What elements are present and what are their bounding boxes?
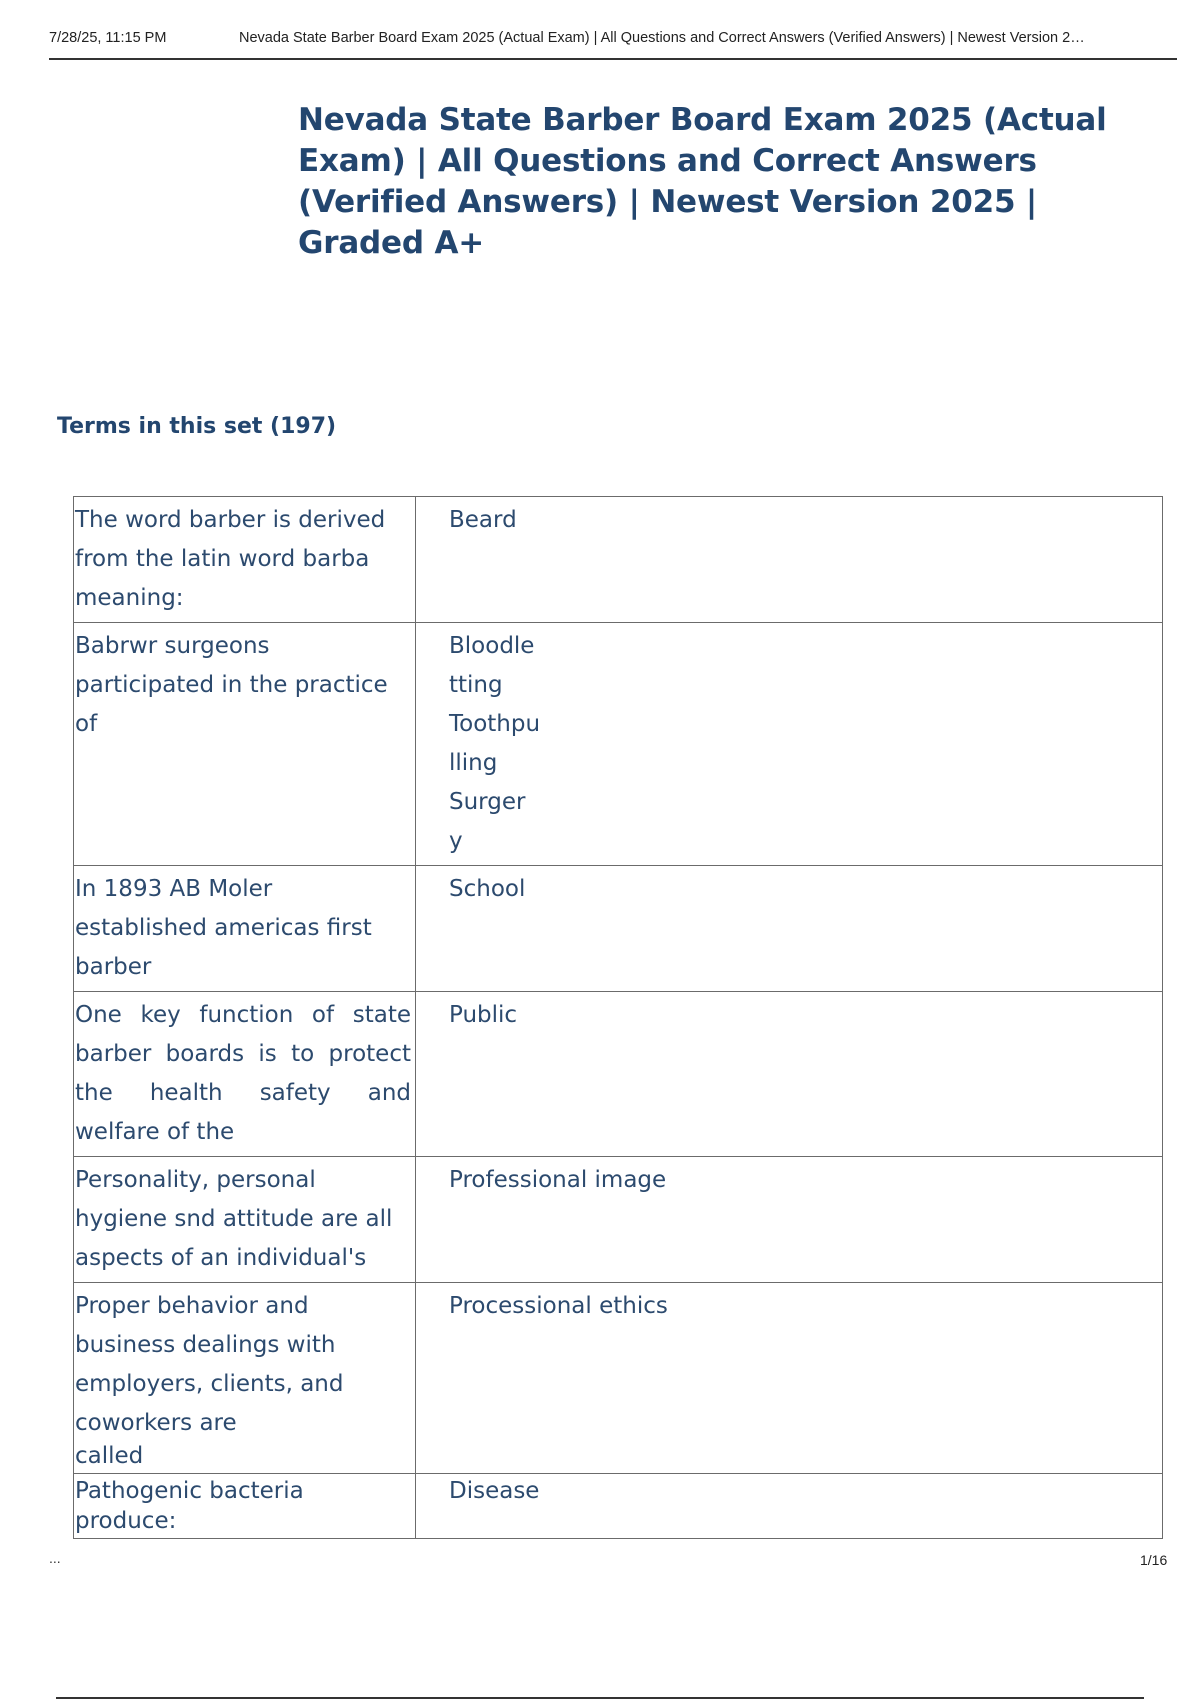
definition-line: lling xyxy=(449,750,498,776)
term-line: called xyxy=(75,1443,144,1469)
term-cell: Pathogenic bacteria produce: xyxy=(74,1474,416,1539)
definition-cell: Beard xyxy=(416,497,1163,623)
term-cell xyxy=(74,1283,416,1474)
footer-ellipsis: ... xyxy=(49,1550,61,1566)
definition-cell xyxy=(416,623,1163,866)
page-title: Nevada State Barber Board Exam 2025 (Actual Exam) | All Questions and Correct Answers (Verified Answers) | Newest Version 2025 | Graded A+ xyxy=(298,102,1107,261)
print-date: 7/28/25, 11:15 PM xyxy=(49,30,167,46)
definition-cell: Professional image xyxy=(416,1157,1163,1283)
terms-table xyxy=(73,496,1163,1539)
definition-cell: School xyxy=(416,866,1163,992)
print-header xyxy=(49,28,1177,60)
table-row xyxy=(74,1474,1163,1539)
table-row xyxy=(74,992,1163,1157)
term-line: coworkers are xyxy=(75,1410,237,1436)
term-cell: In 1893 AB Moler established americas first barber xyxy=(74,866,416,992)
page-number: 1/16 xyxy=(1140,1552,1168,1568)
definition-cell: Disease xyxy=(416,1474,1163,1539)
table-row xyxy=(74,1283,1163,1474)
print-doc-title: Nevada State Barber Board Exam 2025 (Actual Exam) | All Questions and Correct Answers (Verified Answers) | Newest Version 2… xyxy=(239,30,1085,46)
term-line: Proper behavior and xyxy=(75,1293,309,1319)
terms-heading: Terms in this set (197) xyxy=(57,414,337,439)
term-line: business dealings with xyxy=(75,1332,336,1358)
term-line: employers, clients, and xyxy=(75,1371,344,1397)
table-row xyxy=(74,866,1163,992)
definition-line: Bloodle xyxy=(449,633,535,659)
definition-cell: Processional ethics xyxy=(416,1283,1163,1474)
definition-line: Toothpu xyxy=(449,711,541,737)
table-row xyxy=(74,623,1163,866)
bottom-divider xyxy=(56,1697,1144,1699)
table-row xyxy=(74,1157,1163,1283)
definition-line: Surger xyxy=(449,789,526,815)
table-row xyxy=(74,497,1163,623)
definition-line: tting xyxy=(449,672,503,698)
definition-line: y xyxy=(449,828,463,854)
definition-cell: Public xyxy=(416,992,1163,1157)
term-cell: Babrwr surgeons participated in the practice of xyxy=(74,623,416,866)
term-cell: The word barber is derived from the latin word barba meaning: xyxy=(74,497,416,623)
term-cell: One key function of state barber boards is to protect the health safety and welfare of the xyxy=(74,992,416,1157)
term-cell: Personality, personal hygiene snd attitude are all aspects of an individual's xyxy=(74,1157,416,1283)
